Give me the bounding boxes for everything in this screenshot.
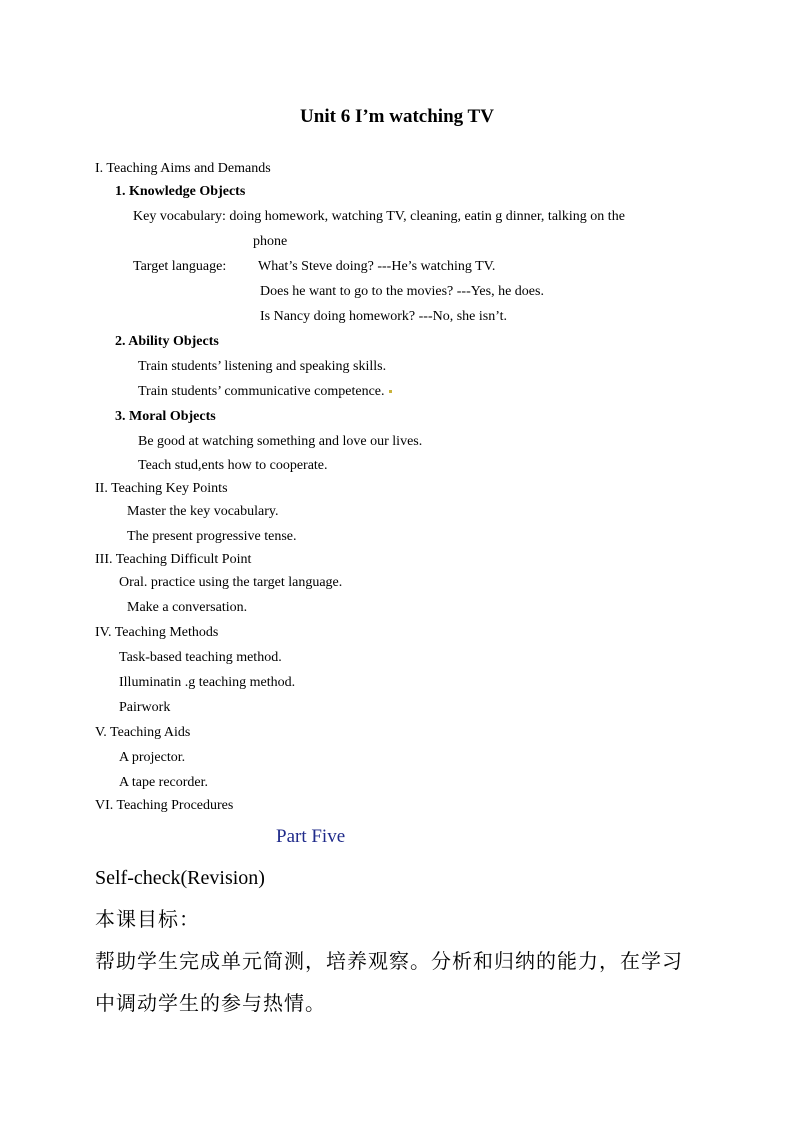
key-points-line-1: Master the key vocabulary. (127, 504, 279, 519)
moral-line-2: Teach stud,ents how to cooperate. (138, 458, 328, 473)
section-heading-methods: IV. Teaching Methods (95, 625, 219, 640)
methods-line-3: Pairwork (119, 700, 171, 715)
objectives-line-2: 中调动学生的参与热情。 (95, 991, 326, 1015)
methods-line-2: Illuminatin .g teaching method. (119, 675, 296, 690)
subheading-knowledge: 1. Knowledge Objects (115, 184, 246, 199)
subheading-moral: 3. Moral Objects (115, 409, 216, 424)
section-heading-key-points: II. Teaching Key Points (95, 481, 228, 496)
difficult-point-line-2: Make a conversation. (127, 600, 248, 615)
target-language-example-2: Does he want to go to the movies? ---Yes, he does. (260, 284, 544, 299)
moral-line-1: Be good at watching something and love our lives. (138, 434, 423, 449)
key-vocabulary-line: Key vocabulary: doing homework, watching TV, cleaning, eatin g dinner, talking on the (133, 209, 625, 224)
section-heading-difficult-point: III. Teaching Difficult Point (95, 552, 252, 567)
page-title: Unit 6 I’m watching TV (300, 106, 494, 127)
aids-line-1: A projector. (119, 750, 186, 765)
methods-line-1: Task-based teaching method. (119, 650, 282, 665)
objectives-line-1: 帮助学生完成单元简测，培养观察。分析和归纳的能力，在学习 (95, 949, 683, 973)
part-heading: Part Five (276, 826, 346, 847)
subheading-ability: 2. Ability Objects (115, 334, 219, 349)
difficult-point-line-1: Oral. practice using the target language. (119, 575, 343, 590)
objectives-label: 本课目标： (95, 907, 200, 931)
target-language-example-3: Is Nancy doing homework? ---No, she isn’t. (260, 309, 508, 324)
ability-line-2: Train students’ communicative competence. (138, 383, 392, 401)
section-heading-aids: V. Teaching Aids (95, 725, 191, 740)
aids-line-2: A tape recorder. (119, 775, 209, 790)
section-heading-aims: I. Teaching Aims and Demands (95, 161, 271, 176)
target-language-example-1: What’s Steve doing? ---He’s watching TV. (258, 259, 496, 274)
stray-mark (389, 390, 392, 393)
section-heading-self-check: Self-check(Revision) (95, 867, 265, 889)
ability-line-1: Train students’ listening and speaking skills. (138, 359, 387, 374)
key-points-line-2: The present progressive tense. (127, 529, 297, 544)
section-heading-procedures: VI. Teaching Procedures (95, 798, 234, 813)
target-language-label: Target language: (133, 259, 227, 274)
key-vocabulary-continued: phone (253, 234, 288, 249)
